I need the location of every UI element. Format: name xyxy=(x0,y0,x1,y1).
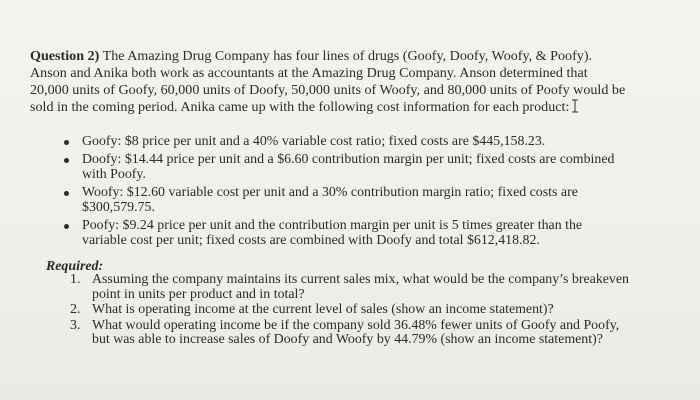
question-text-4: sold in the coming period. Anika came up with the following cost information for each product: xyxy=(30,99,570,115)
product-item-woofy xyxy=(62,185,662,215)
question-line-2: Anson and Anika both work as accountants at the Amazing Drug Company. Anson determined that xyxy=(30,65,588,81)
product-list xyxy=(62,134,662,248)
product-text: Poofy: $9.24 price per unit and the contribution margin per unit is 5 times greater than the xyxy=(82,218,583,233)
item-number: 3. xyxy=(70,317,81,333)
text-cursor-icon xyxy=(571,99,579,113)
product-text: Goofy: $8 price per unit and a 40% variable cost ratio; fixed costs are $445,158.23. xyxy=(82,134,546,149)
item-text-cont: point in units per product and in total? xyxy=(92,286,305,302)
product-item-doofy xyxy=(62,152,662,182)
question-line-1 xyxy=(30,48,670,65)
required-heading: Required: xyxy=(46,259,104,274)
required-item-1 xyxy=(70,273,640,302)
item-text-cont: but was able to increase sales of Doofy and Woofy by 44.79% (show an income statement)? xyxy=(92,332,603,347)
item-text: What is operating income at the current level of sales (show an income statement)? xyxy=(92,302,554,317)
question-line-4 xyxy=(30,99,670,116)
product-text-cont: variable cost per unit; fixed costs are combined with Doofy and total $612,418.82. xyxy=(82,233,540,248)
required-item-2 xyxy=(70,303,640,318)
product-text-cont: $300,579.75. xyxy=(82,200,155,215)
required-item-3 xyxy=(70,319,640,348)
question-text-1: The Amazing Drug Company has four lines of drugs (Goofy, Doofy, Woofy, & Poofy). xyxy=(99,48,593,64)
question-line-3: 20,000 units of Goofy, 60,000 units of Doofy, 50,000 units of Woofy, and 80,000 units of Poofy would be xyxy=(30,82,626,98)
item-text: Assuming the company maintains its current sales mix, what would be the company’s breakeven xyxy=(92,272,629,287)
bullet-icon xyxy=(64,140,69,145)
bullet-icon xyxy=(64,191,69,196)
bullet-icon xyxy=(64,158,69,163)
item-text: What would operating income be if the company sold 36.48% fewer units of Goofy and Poofy, xyxy=(92,317,620,333)
question-label: Question 2) xyxy=(30,48,100,64)
bullet-icon xyxy=(64,224,69,229)
product-item-goofy xyxy=(62,134,662,149)
product-text-cont: with Poofy. xyxy=(82,167,146,182)
product-item-poofy xyxy=(62,218,662,248)
product-text: Woofy: $12.60 variable cost per unit and a 30% contribution margin ratio; fixed costs are xyxy=(82,185,578,200)
product-text: Doofy: $14.44 price per unit and a $6.60 contribution margin per unit; fixed costs are combined xyxy=(82,152,615,167)
item-number: 1. xyxy=(70,272,81,287)
item-number: 2. xyxy=(70,302,81,317)
question-intro xyxy=(30,48,670,116)
required-list xyxy=(70,273,640,348)
